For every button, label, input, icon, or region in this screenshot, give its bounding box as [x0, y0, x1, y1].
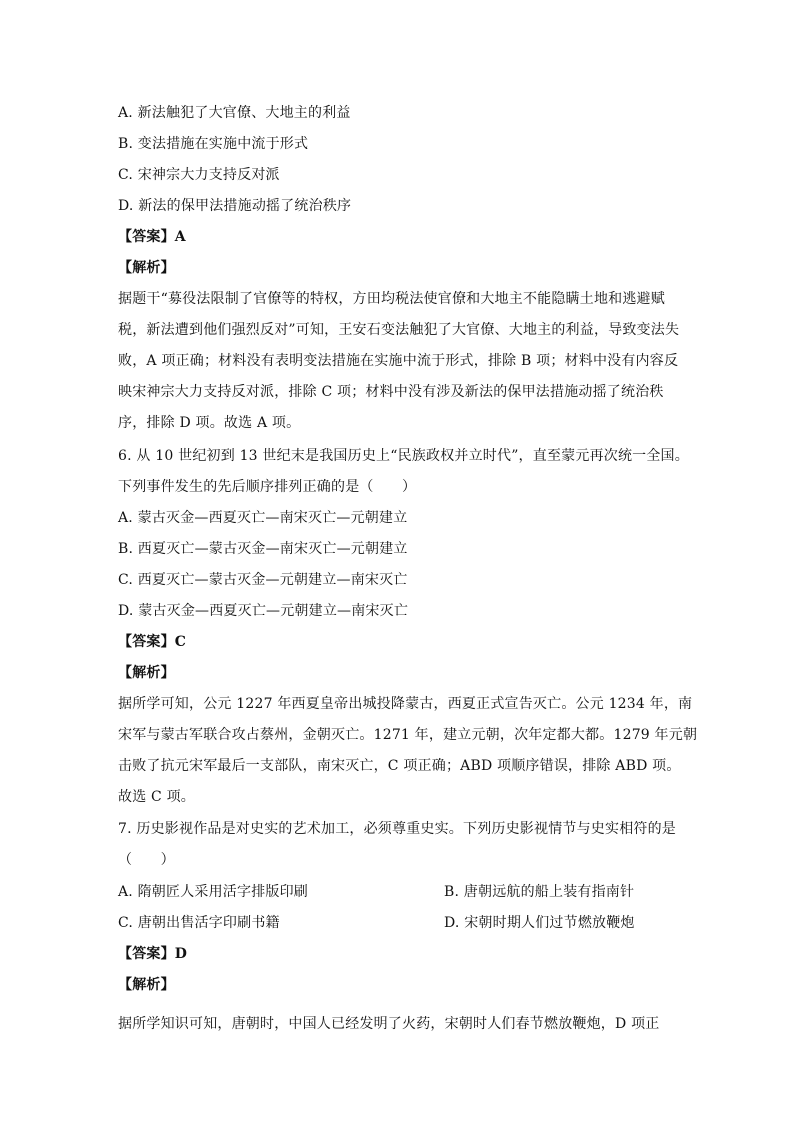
q7-stem-line: 7. 历史影视作品是对史实的艺术加工，必须尊重史实。下列历史影视情节与史实相符的是 — [118, 821, 677, 837]
q5-analysis-line: 映宋神宗大力支持反对派，排除 C 项；材料中没有涉及新法的保甲法措施动摇了统治秩 — [118, 384, 664, 400]
q6-answer: 【答案】C — [118, 634, 187, 650]
q6-option-a: A. 蒙古灭金—西夏灭亡—南宋灭亡—元朝建立 — [118, 510, 408, 526]
q7-stem-line: （ ） — [118, 852, 175, 868]
q6-option-d: D. 蒙古灭金—西夏灭亡—元朝建立—南宋灭亡 — [118, 603, 409, 619]
q6-analysis-line: 击败了抗元宋军最后一支部队，南宋灭亡，C 项正确；ABD 项顺序错误，排除 ABD 项。 — [118, 758, 681, 774]
q5-answer: 【答案】A — [118, 229, 186, 245]
q6-analysis-title: 【解析】 — [118, 665, 175, 681]
q5-analysis-line: 败，A 项正确；材料没有表明变法措施在实施中流于形式，排除 B 项；材料中没有内容反 — [118, 353, 679, 369]
q6-option-b: B. 西夏灭亡—蒙古灭金—南宋灭亡—元朝建立 — [118, 541, 408, 557]
q6-option-c: C. 西夏灭亡—蒙古灭金—元朝建立—南宋灭亡 — [118, 572, 408, 588]
q5-option-a: A. 新法触犯了大官僚、大地主的利益 — [118, 105, 351, 121]
q5-analysis-title: 【解析】 — [118, 260, 175, 276]
q7-answer: 【答案】D — [118, 946, 188, 962]
q5-option-c: C. 宋神宗大力支持反对派 — [118, 167, 280, 183]
q7-option-c: C. 唐朝出售活字印刷书籍 — [118, 915, 280, 931]
q7-analysis-line: 据所学知识可知，唐朝时，中国人已经发明了火药，宋朝时人们春节燃放鞭炮，D 项正 — [118, 1016, 660, 1032]
q6-analysis-line: 故选 C 项。 — [118, 789, 196, 805]
q7-analysis-title: 【解析】 — [118, 977, 175, 993]
q6-analysis-line: 宋军与蒙古军联合攻占蔡州，金朝灭亡。1271 年，建立元朝，次年定都大都。1279 年元朝 — [118, 727, 698, 743]
q5-option-d: D. 新法的保甲法措施动摇了统治秩序 — [118, 198, 352, 214]
q6-stem-line: 6. 从 10 世纪初到 13 世纪末是我国历史上“民族政权并立时代”，直至蒙元再次统一全国。 — [118, 448, 689, 464]
q7-option-a: A. 隋朝匠人采用活字排版印刷 — [118, 884, 309, 900]
q5-option-b: B. 变法措施在实施中流于形式 — [118, 136, 309, 152]
q6-stem-line: 下列事件发生的先后顺序排列正确的是（ ） — [118, 479, 417, 495]
q6-analysis-line: 据所学可知，公元 1227 年西夏皇帝出城投降蒙古，西夏正式宣告灭亡。公元 1234 年，南 — [118, 696, 693, 712]
q5-analysis-line: 税，新法遭到他们强烈反对”可知，王安石变法触犯了大官僚、大地主的利益，导致变法失 — [118, 322, 680, 338]
q5-analysis-line: 序，排除 D 项。故选 A 项。 — [118, 415, 301, 431]
q7-option-d: D. 宋朝时期人们过节燃放鞭炮 — [444, 915, 635, 931]
q5-analysis-line: 据题干“募役法限制了官僚等的特权，方田均税法使官僚和大地主不能隐瞒土地和逃避赋 — [118, 291, 665, 307]
q7-option-b: B. 唐朝远航的船上装有指南针 — [444, 884, 635, 900]
